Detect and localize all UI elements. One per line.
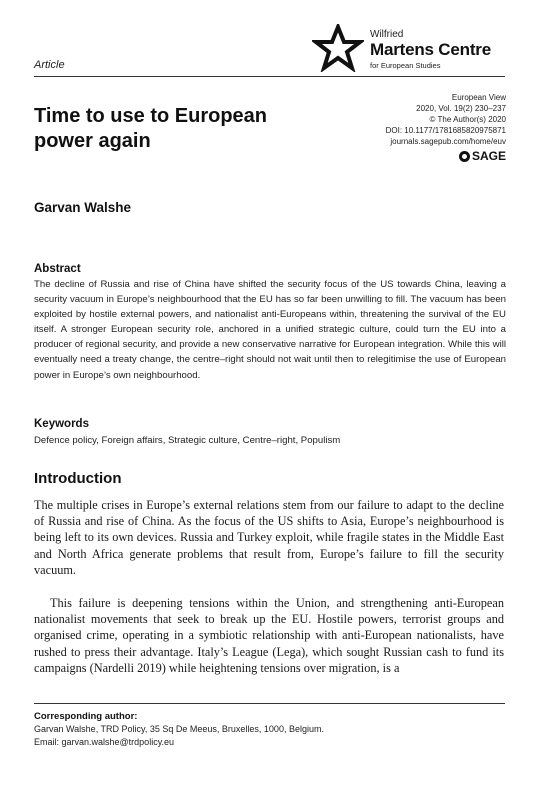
introduction-heading: Introduction	[34, 470, 122, 487]
sage-logo	[459, 149, 506, 163]
author-address: Garvan Walshe, TRD Policy, 35 Sq De Meeus, Bruxelles, 1000, Belgium.	[34, 724, 324, 734]
article-type-label: Article	[34, 59, 65, 71]
sage-logo-text: SAGE	[471, 149, 506, 163]
sage-mark-icon	[459, 151, 470, 162]
journal-metadata	[386, 92, 506, 147]
article-title: Time to use to European power again	[34, 105, 267, 152]
star-outline-icon	[312, 24, 364, 72]
abstract-text: The decline of Russia and rise of China have shifted the security focus of the US towards China, leaving a security vacuum in Europe’s neighbourhood that the EU has so far been unwilling to fill. The vacuum has been exploited by hostile external powers, and nationalist anti-Europeans within, threatening the survival of the EU itself. A stronger European security role, anchored in a unified strategic culture, could turn the EU into a producer of regional security, and provide a new conservative narrative for European integration. While this will eventually need a treaty change, the centre–right should not wait until then to relegitimise the use of European power in Europe’s own neighbourhood.	[34, 279, 506, 381]
logo-text-subtitle: for European Studies	[370, 61, 441, 70]
logo-text-martens-centre: Martens Centre	[370, 40, 491, 59]
logo-text-wilfried: Wilfried	[370, 29, 404, 40]
abstract-heading: Abstract	[34, 263, 81, 275]
corresponding-author-heading: Corresponding author:	[34, 711, 138, 722]
keywords-heading: Keywords	[34, 418, 89, 430]
journal-url[interactable]: journals.sagepub.com/home/euv	[390, 137, 506, 146]
footer-divider	[34, 703, 505, 704]
header-divider	[34, 76, 505, 77]
journal-volume: 2020, Vol. 19(2) 230–237	[416, 104, 506, 113]
doi-text[interactable]: DOI: 10.1177/1781685820975871	[385, 126, 506, 135]
corresponding-author-details	[34, 723, 324, 749]
author-name: Garvan Walshe	[34, 200, 132, 215]
publisher-logo	[312, 24, 512, 72]
copyright-notice: © The Author(s) 2020	[429, 115, 506, 124]
keywords-list: Defence policy, Foreign affairs, Strategic culture, Centre–right, Populism	[34, 435, 341, 446]
body-paragraph: The multiple crises in Europe’s external relations stem from our failure to adapt to the decline of Russia and rise of China. As the focus of the US shifts to Asia, Europe’s neighbourhood is being left to its own devices. Russia and Turkey exploit, while fragile states in the Middle East and North Africa generate problems that result from, Europe’s failure to fill the security vacuum.	[34, 498, 504, 577]
journal-name: European View	[451, 93, 506, 102]
author-email[interactable]: Email: garvan.walshe@trdpolicy.eu	[34, 737, 175, 747]
body-paragraph: This failure is deepening tensions within the Union, and strengthening anti-European nationalist movements that seek to break up the EU. Hostile powers, terrorist groups and organised crime, operating in a symbiotic relationship with anti-European nationalists, have rushed to press their advantage. Italy’s League (Lega), which sought Russian cash to fund its campaigns (Nardelli 2019) while heightening tensions over migration, is a	[34, 596, 504, 675]
